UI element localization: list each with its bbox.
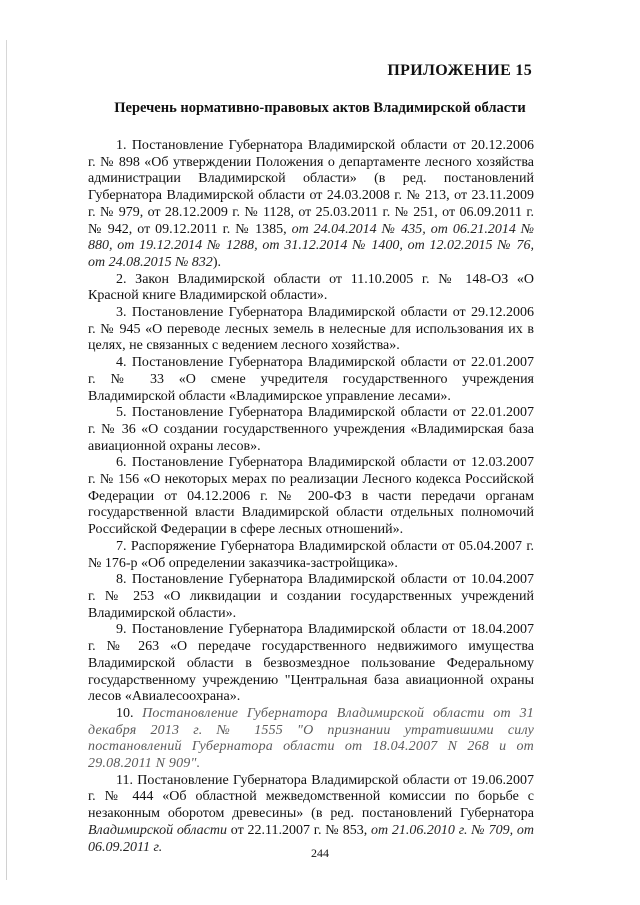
item-italic-text: Владимирской области	[88, 822, 227, 838]
list-item-4	[88, 355, 534, 405]
item-text: 10.	[116, 705, 143, 721]
item-text: 8. Постановление Губернатора Владимирской области от 10.04.2007 г. № 253 «О ликвидации и создании государственных учреждений Владимирской области».	[88, 572, 534, 621]
list-item-3	[88, 305, 534, 355]
item-text: 11. Постановление Губернатора Владимирской области от 19.06.2007 г. № 444 «Об областной межведомственной комиссии по борьбе с незаконным оборотом древесины» (в ред. постановлений Губернатора	[88, 772, 534, 822]
document-title: Перечень нормативно-правовых актов Владимирской области	[114, 100, 526, 116]
item-text: 3. Постановление Губернатора Владимирской области от 29.12.2006 г. № 945 «О переводе лесных земель в нелесные для использования их в целях, не связанных с ведением лесного хозяйства».	[88, 305, 534, 354]
item-italic-tail: от 21.06.2010 г. № 709, от 06.09.2011 г.	[88, 822, 535, 855]
list-item-2	[88, 272, 534, 305]
item-text: 2. Закон Владимирской области от 11.10.2005 г. № 148-ОЗ «О Красной книге Владимирской области».	[88, 271, 534, 304]
appendix-label: ПРИЛОЖЕНИЕ 15	[387, 62, 532, 79]
item-text: 7. Распоряжение Губернатора Владимирской области от 05.04.2007 г. № 176-р «Об определении заказчика-застройщика».	[88, 538, 534, 571]
list-item-6	[88, 455, 534, 539]
item-text: 1. Постановление Губернатора Владимирской области от 20.12.2006 г. № 898 «Об утверждении Положения о департаменте лесного хозяйства администрации Владимирской области» (в ред. постановлений Губернатора Владимирской области от 24.03.2008 г. № 213, от 23.11.2009 г. № 979, от 28.12.2009 г. № 1128, от 25.03.2011 г. № 251, от 06.09.2011 г. № 942, от 09.12.2011 г. № 1385,	[88, 138, 534, 237]
item-italic-text: Постановление Губернатора Владимирской области от 31 декабря 2013 г. № 1555 "О признании утратившими силу постановлений Губернатора области от 18.04.2007 N 268 и от 29.08.2011 N 909".	[88, 705, 534, 772]
list-item-9	[88, 622, 534, 706]
item-text: 4. Постановление Губернатора Владимирской области от 22.01.2007 г. № 33 «О смене учредителя государственного учреждения Владимирской области «Владимирское управление лесами».	[88, 355, 534, 404]
acts-list	[88, 138, 534, 856]
item-tail: от 22.11.2007 г. № 853,	[226, 822, 372, 838]
item-text: 5. Постановление Губернатора Владимирской области от 22.01.2007 г. № 36 «О создании государственного учреждения «Владимирская база авиационной охраны лесов».	[88, 405, 534, 454]
list-item-5	[88, 405, 534, 455]
item-tail: ).	[212, 254, 221, 270]
list-item-10	[88, 706, 534, 773]
list-item-11	[88, 773, 534, 857]
item-italic-text: от 24.04.2014 № 435, от 06.21.2014 № 880, от 19.12.2014 № 1288, от 31.12.2014 № 1400, от 12.02.2015 № 76, от 24.08.2015 № 832	[88, 221, 534, 270]
list-item-1	[88, 138, 534, 272]
page-number: 244	[311, 846, 329, 860]
list-item-8	[88, 572, 534, 622]
item-text: 9. Постановление Губернатора Владимирской области от 18.04.2007 г. № 263 «О передаче государственного недвижимого имущества Владимирской области в безвозмездное пользование Федеральному государственному учреждению "Центральная база авиационной охраны лесов «Авиалесоохрана».	[88, 622, 534, 705]
item-text: 6. Постановление Губернатора Владимирской области от 12.03.2007 г. № 156 «О некоторых мерах по реализации Лесного кодекса Российской Федерации от 04.12.2006 г. № 200-ФЗ в части передачи органам государственной власти Владимирской области отдельных полномочий Российской Федерации в сфере лесных отношений».	[88, 455, 534, 538]
list-item-7	[88, 539, 534, 572]
scan-edge-line	[6, 40, 7, 880]
